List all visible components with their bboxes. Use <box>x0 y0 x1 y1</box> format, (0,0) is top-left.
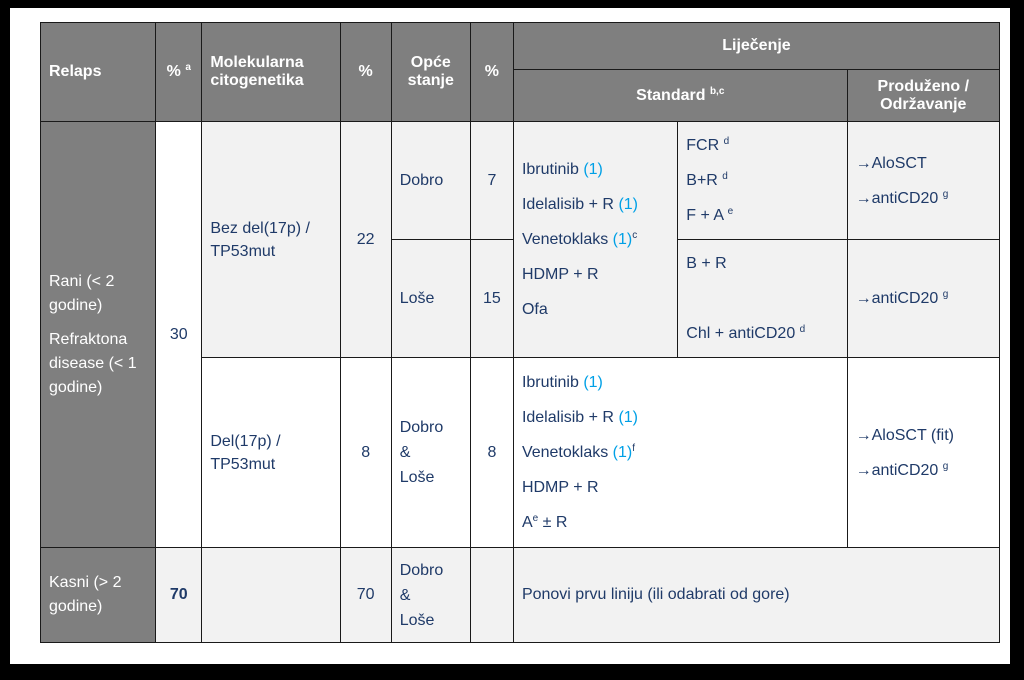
late-state <box>391 548 470 643</box>
list-item: Ibrutinib (1) <box>521 161 603 178</box>
state-good: Dobro <box>399 561 444 579</box>
list-item: →AloSCT <box>855 154 927 172</box>
no-del-bad-extra <box>678 240 847 358</box>
header-relaps: Relaps <box>41 23 156 122</box>
list-item: B + R <box>686 255 727 272</box>
del-standard <box>513 358 847 548</box>
list-item: →antiCD20 $^g$ <box>855 289 949 307</box>
state-bad: Loše <box>399 611 435 629</box>
no-del-percent: 22 <box>340 122 391 358</box>
header-general-state: Opće stanje <box>391 23 470 122</box>
header-standard: Standard $^{b,c}$ <box>513 70 847 122</box>
del-state <box>391 358 470 548</box>
state-and: & <box>399 586 411 604</box>
header-molecular-cytogenetics: Molekularna citogenetika <box>202 23 340 122</box>
no-del-molecular: Bez del(17p) / TP53mut <box>202 122 340 358</box>
no-del-good-state: Dobro <box>391 122 470 240</box>
table-frame <box>10 8 1010 664</box>
list-item: Ofa <box>521 301 548 318</box>
list-item: Venetoklaks $(1)^c$ <box>521 230 638 248</box>
no-del-good-extended <box>847 122 999 240</box>
list-item: $A^e \pm R$ <box>521 513 568 531</box>
del-molecular: Del(17p) / TP53mut <box>202 358 340 548</box>
header-percent-a: % $^a$ <box>156 23 202 122</box>
early-percent: 30 <box>156 122 202 548</box>
state-and: & <box>399 444 411 461</box>
header-treatment: Liječenje <box>513 23 999 70</box>
del-state-percent: 8 <box>470 358 513 548</box>
del-percent: 8 <box>340 358 391 548</box>
late-molecular <box>202 548 340 643</box>
late-molecular-percent: 70 <box>340 548 391 643</box>
no-del-standard-common <box>513 122 677 358</box>
relaps-late-cell: Kasni (> 2 godine) <box>41 548 156 643</box>
state-bad: Loše <box>399 469 435 486</box>
list-item: F + A $^e$ <box>686 206 734 224</box>
late-percent: 70 <box>156 548 202 643</box>
header-percent-2: % <box>470 23 513 122</box>
list-item: B+R $^d$ <box>686 171 728 189</box>
relaps-refractory-label: Refraktona disease (< 1 godine) <box>49 330 137 396</box>
list-item: →AloSCT (fit) <box>855 426 954 444</box>
list-item: HDMP + R <box>521 266 599 283</box>
list-item: →antiCD20 $^g$ <box>855 188 949 207</box>
list-item: HDMP + R <box>521 479 599 496</box>
no-del-bad-percent: 15 <box>470 240 513 358</box>
list-item: Venetoklaks $(1)^f$ <box>521 443 636 461</box>
list-item: Idelalisib + R (1) <box>521 196 638 213</box>
no-del-bad-state: Loše <box>391 240 470 358</box>
state-good: Dobro <box>399 419 444 436</box>
header-extended-maintenance: Produženo / Održavanje <box>847 70 999 122</box>
list-item: Chl + antiCD20 $^d$ <box>686 324 806 342</box>
list-item: FCR $^d$ <box>686 136 730 154</box>
late-state-percent <box>470 548 513 643</box>
list-item: Ibrutinib (1) <box>521 374 603 391</box>
list-item: Idelalisib + R (1) <box>521 409 638 426</box>
relaps-early-label: Rani (< 2 godine) <box>49 272 115 314</box>
list-item: →antiCD20 $^g$ <box>855 460 949 479</box>
no-del-bad-extended <box>847 240 999 358</box>
relaps-early-cell <box>41 122 156 548</box>
cll-relapse-treatment-table <box>40 22 1000 643</box>
no-del-good-extra <box>678 122 847 240</box>
del-extended <box>847 358 999 548</box>
header-percent: % <box>340 23 391 122</box>
no-del-good-percent: 7 <box>470 122 513 240</box>
late-treatment: Ponovi prvu liniju (ili odabrati od gore) <box>513 548 999 643</box>
